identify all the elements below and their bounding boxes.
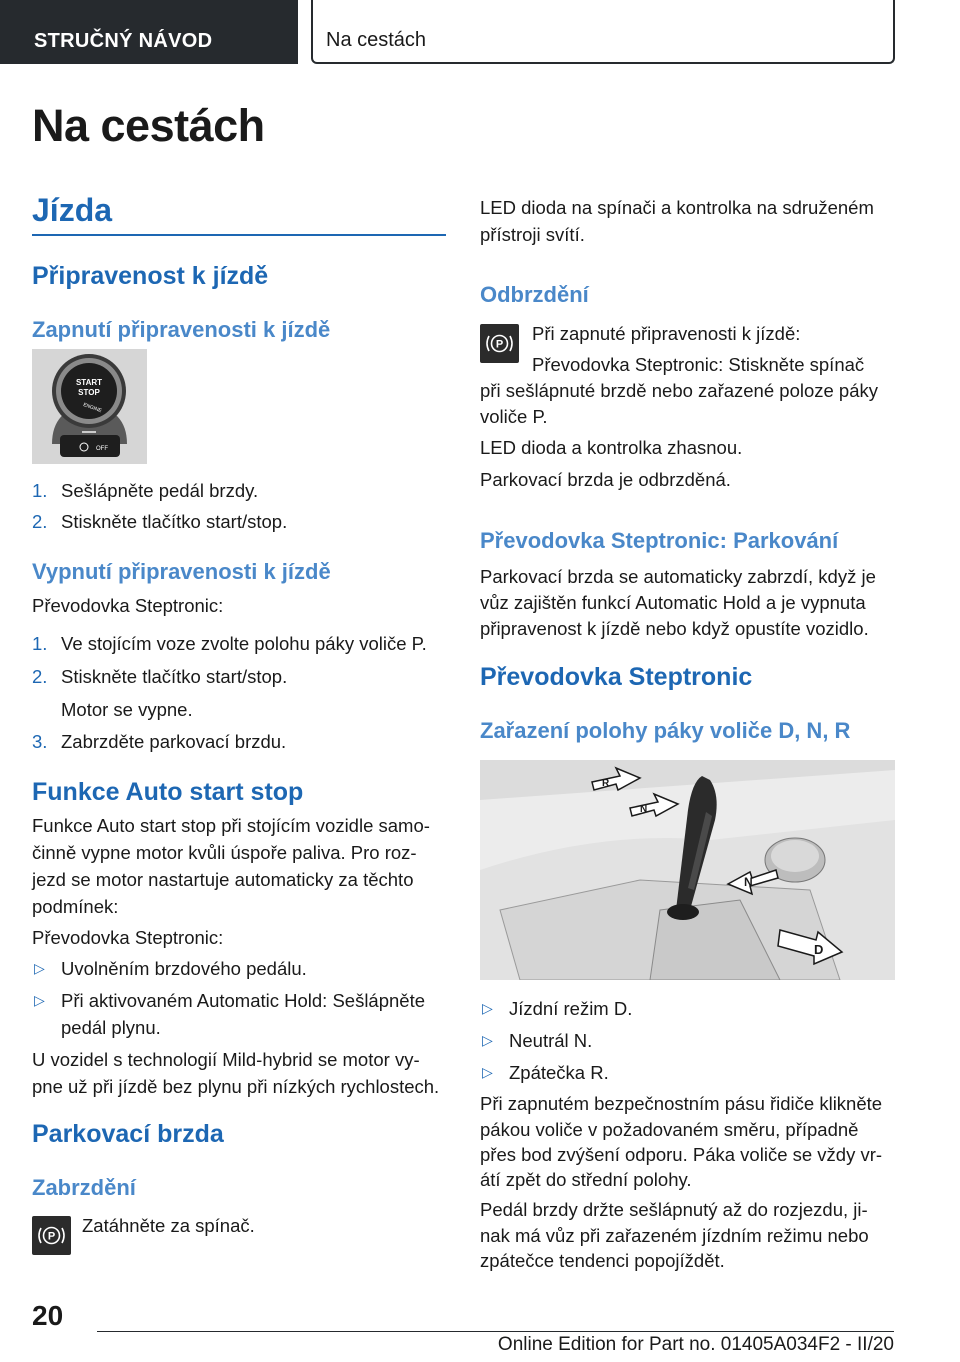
paragraph-line: činně vypne motor kvůli úspoře paliva. Pro roz‐ <box>32 842 417 863</box>
paragraph-line: átí zpět do střední polohy. <box>480 1169 692 1190</box>
list-item <box>32 728 446 755</box>
header-chapter-tab <box>311 0 895 64</box>
footer-rule <box>97 1331 894 1332</box>
svg-text:START: START <box>75 378 103 387</box>
list-item <box>32 508 446 535</box>
paragraph-line: Pedál brzdy držte sešlápnutý až do rozjezdu, ji‐ <box>480 1199 868 1220</box>
bullet-text: Uvolněním brzdového pedálu. <box>61 958 307 979</box>
page-title: Na cestách <box>32 100 265 151</box>
heading-auto-start-stop: Funkce Auto start stop <box>32 778 304 806</box>
bullet-text: Jízdní režim D. <box>509 998 633 1019</box>
paragraph: Zatáhněte za spínač. <box>82 1215 255 1236</box>
paragraph-line: Parkovací brzda se automaticky zabrzdí, když je <box>480 566 876 587</box>
paragraph-line: pne už při jízdě bez plynu při nízkých rychlostech. <box>32 1076 440 1097</box>
bullet-text-continued: pedál plynu. <box>61 1017 161 1038</box>
svg-text:N: N <box>640 804 648 815</box>
gear-selector-illustration <box>480 760 895 980</box>
paragraph-line: připravenost k jízdě nebo když opustíte vozidlo. <box>480 618 869 639</box>
paragraph: Převodovka Steptronic: <box>32 927 224 948</box>
bullet-item <box>32 955 446 982</box>
heading-jizda: Jízda <box>32 192 113 228</box>
paragraph-line: pákou voliče v požadovaném směru, případně <box>480 1119 859 1140</box>
list-text: Stiskněte tlačítko start/stop. <box>61 666 288 687</box>
bullet-triangle-icon: ▷ <box>34 960 45 976</box>
list-number: 2. <box>32 511 48 532</box>
svg-text:D: D <box>814 942 824 957</box>
list-number: 3. <box>32 731 48 752</box>
header-chapter-label: Na cestách <box>326 29 427 51</box>
heading-odbrzdeni: Odbrzdění <box>480 282 589 307</box>
bullet-triangle-icon: ▷ <box>482 1032 493 1048</box>
paragraph-line: podmínek: <box>32 896 119 917</box>
heading-rule <box>32 234 446 236</box>
heading-steptronic: Převodovka Steptronic <box>480 663 753 691</box>
paragraph-line: zpátečce tendenci popojíždět. <box>480 1250 725 1271</box>
heading-vypnuti: Vypnutí připravenosti k jízdě <box>32 559 331 584</box>
heading-zarazeni: Zařazení polohy páky voliče D, N, R <box>480 718 851 743</box>
paragraph: Převodovka Steptronic: <box>32 595 224 616</box>
list-item <box>32 477 446 504</box>
bullet-item <box>480 1027 894 1054</box>
paragraph: Parkovací brzda je odbrzděná. <box>480 469 731 490</box>
gear-selector-image <box>480 760 895 980</box>
heading-pripravenost: Připravenost k jízdě <box>32 262 269 290</box>
heading-parkovaci-brzda: Parkovací brzda <box>32 1120 224 1148</box>
header-section-label: STRUČNÝ NÁVOD <box>34 30 213 52</box>
bullet-triangle-icon: ▷ <box>482 1064 493 1080</box>
paragraph-line: Funkce Auto start stop při stojícím vozidle samo‐ <box>32 815 430 836</box>
list-text: Zabrzděte parkovací brzdu. <box>61 731 287 752</box>
start-stop-button-image <box>32 349 147 464</box>
paragraph-line: LED dioda na spínači a kontrolka na sdruženém <box>480 197 874 218</box>
paragraph-line: nak má vůz při zařazeném jízdním režimu nebo <box>480 1225 869 1246</box>
paragraph-line: Při zapnutém bezpečnostním pásu řidiče klikněte <box>480 1093 883 1114</box>
paragraph-line: U vozidel s technologií Mild-hybrid se motor vy‐ <box>32 1049 420 1070</box>
header-section-tab <box>0 0 298 64</box>
heading-zabrzdeni: Zabrzdění <box>32 1175 136 1200</box>
list-text: Ve stojícím voze zvolte polohu páky voliče P. <box>61 633 427 654</box>
parking-brake-icon <box>32 1216 71 1255</box>
bullet-triangle-icon: ▷ <box>34 992 45 1008</box>
paragraph: LED dioda a kontrolka zhasnou. <box>480 437 743 458</box>
bullet-item <box>32 987 446 1014</box>
footer-edition: Online Edition for Part no. 01405A034F2 - II/20 <box>497 1334 894 1355</box>
heading-zapnuti: Zapnutí připravenosti k jízdě <box>32 317 331 342</box>
paragraph-line: Při zapnuté připravenosti k jízdě: <box>532 323 801 344</box>
paragraph-line: vůz zajištěn funkcí Automatic Hold a je vypnuta <box>480 592 866 613</box>
list-text: Sešlápněte pedál brzdy. <box>61 480 259 501</box>
bullet-triangle-icon: ▷ <box>482 1000 493 1016</box>
paragraph-line: jezd se motor nastartuje automaticky za těchto <box>32 869 414 890</box>
parking-brake-icon <box>480 324 519 363</box>
page-number: 20 <box>32 1300 64 1331</box>
list-number: 1. <box>32 633 48 654</box>
list-text: Stiskněte tlačítko start/stop. <box>61 511 288 532</box>
list-number: 1. <box>32 480 48 501</box>
paragraph-line: při sešlápnuté brzdě nebo zařazené poloze páky <box>480 380 879 401</box>
bullet-item <box>480 1059 894 1086</box>
list-item <box>32 663 446 690</box>
bullet-text: Neutrál N. <box>509 1030 593 1051</box>
svg-text:R: R <box>602 778 610 789</box>
bullet-item <box>480 995 894 1022</box>
start-stop-illustration <box>32 349 147 464</box>
list-number: 2. <box>32 666 48 687</box>
svg-text:P: P <box>47 1230 56 1243</box>
paragraph-line: voliče P. <box>480 406 548 427</box>
svg-text:N: N <box>744 875 753 889</box>
paragraph-line: přístroji svítí. <box>480 224 585 245</box>
svg-text:STOP: STOP <box>78 388 100 397</box>
svg-text:OFF: OFF <box>96 446 108 452</box>
heading-parkovani: Převodovka Steptronic: Parkování <box>480 528 839 553</box>
paragraph-line: přes bod zvýšení odporu. Páka voliče se vždy vr‐ <box>480 1144 883 1165</box>
bullet-text: Zpátečka R. <box>509 1062 609 1083</box>
svg-text:ENGINE: ENGINE <box>82 401 103 415</box>
bullet-text: Při aktivovaném Automatic Hold: Sešlápněte <box>61 990 426 1011</box>
svg-text:P: P <box>495 338 504 351</box>
paragraph-line: Převodovka Steptronic: Stiskněte spínač <box>532 354 865 375</box>
list-item <box>32 630 446 657</box>
list-note: Motor se vypne. <box>61 699 193 720</box>
